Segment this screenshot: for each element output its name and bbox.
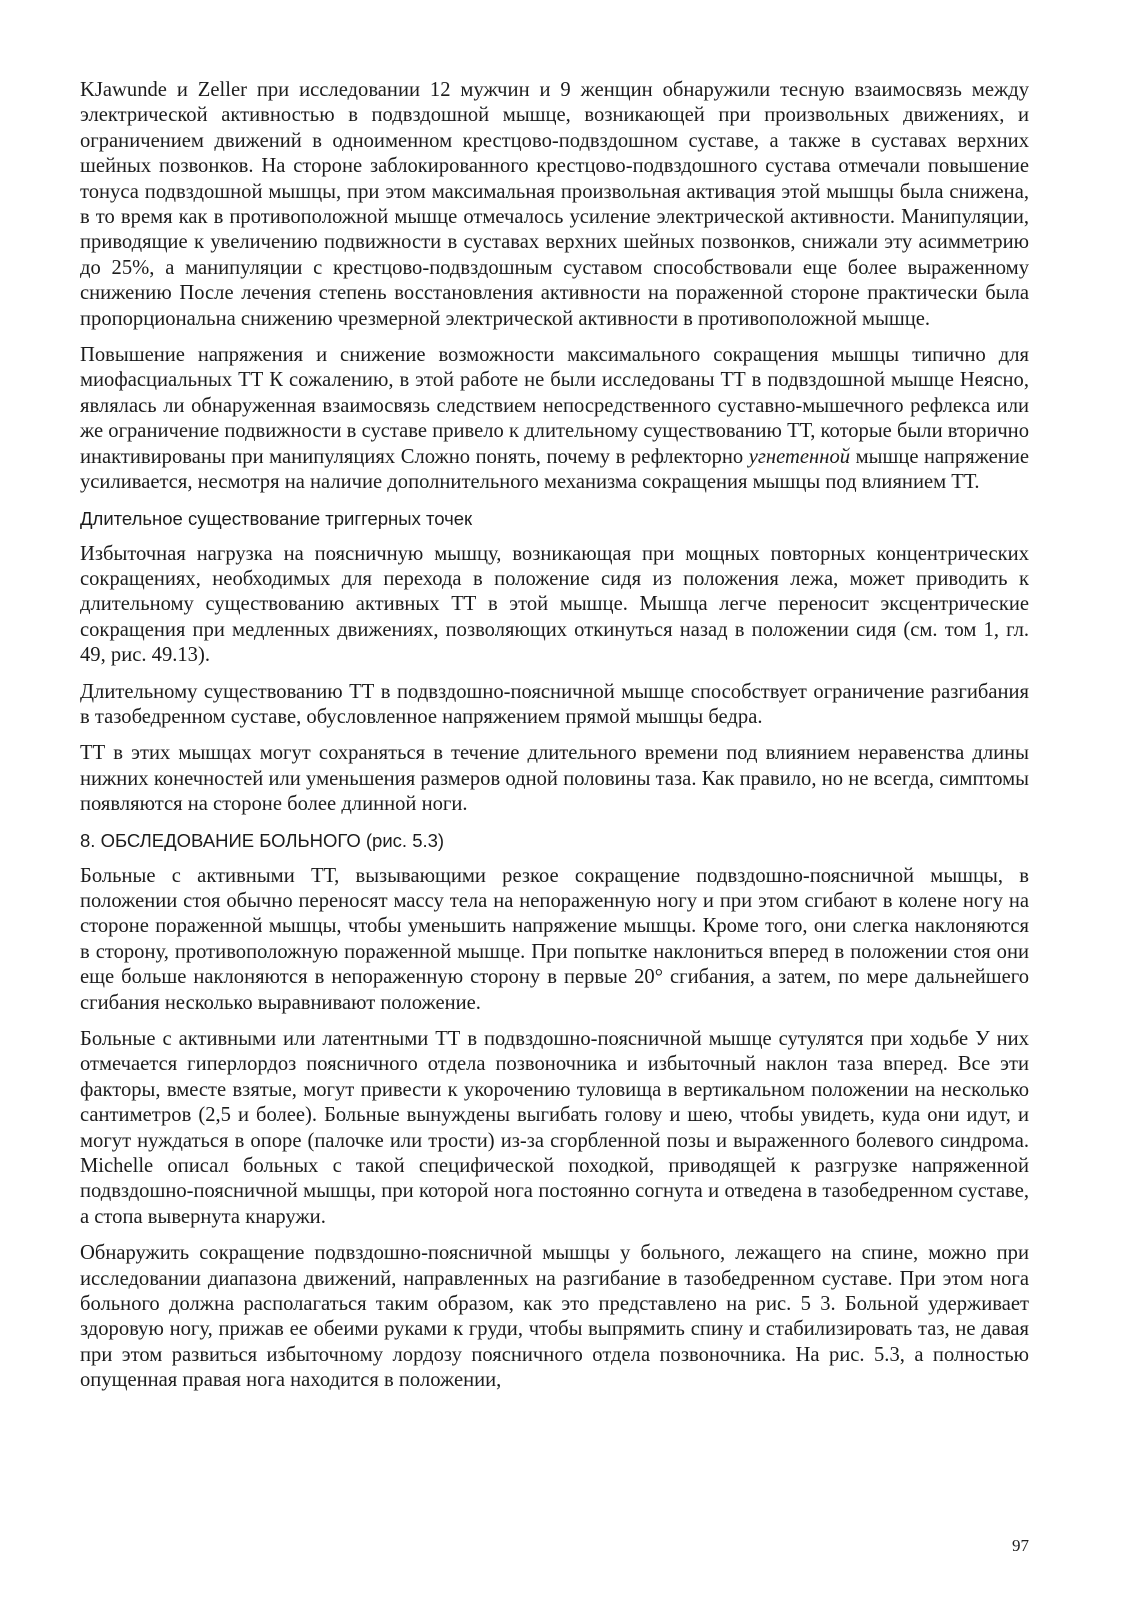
paragraph-supine-test: Обнаружить сокращение подвздошно-поясничной мышцы у больного, лежащего на спине, можно при исследовании диапазона движений, направленных на разгибание в тазобедренном суставе. При этом нога больного должна располагаться таким образом, как это представлено на рис. 5 3. Больной удерживает здоровую ногу, прижав ее обеими руками к груди, чтобы выпрямить спину и стабилизировать таз, не давая при этом развиться избыточному лордозу поясничного отдела позвоночника. На рис. 5.3, а полностью опущенная правая нога находится в положении,: [80, 1242, 1029, 1392]
paragraph-leg-length: ТТ в этих мышцах могут сохраняться в течение длительного времени под влиянием неравенства длины нижних конечностей или уменьшения размеров одной половины таза. Как правило, но не всегда, симптомы появляются на стороне более длинной ноги.: [80, 742, 1029, 816]
paragraph-hip-extension: Длительному существованию ТТ в подвздошно-поясничной мышце способствует ограничение разгибания в тазобедренном суставе, обусловленное напряжением прямой мышцы бедра.: [80, 680, 1029, 728]
paragraph-emg-study: KJawunde и Zeller при исследовании 12 мужчин и 9 женщин обнаружили тесную взаимосвязь между электрической активностью в подвздошной мышце, возникающей при произвольных движениях, и ограничением движений в одноименном крестцово-подвздошном суставе, а также в суставах верхних шейных позвонков. На стороне заблокированного крестцово-подвздошного сустава отмечали повышение тонуса подвздошной мышцы, при этом максимальная произвольная активация этой мышцы была снижена, в то время как в противоположной мышце отмечалось усиление электрической активности. Манипуляции, приводящие к увеличению подвижности в суставах верхних шейных позвонков, снижали эту асимметрию до 25%, а манипуляции с крестцово-подвздошным суставом способствовали еще более выраженному снижению После лечения степень восстановления активности на пораженной стороне практически была пропорциональна снижению чрезмерной электрической активности в противоположной мышце.: [80, 79, 1029, 330]
paragraph-lumbar-overload: Избыточная нагрузка на поясничную мышцу, возникающая при мощных повторных концентрических сокращениях, необходимых для перехода в положение сидя из положения лежа, может приводить к длительному существованию активных ТТ в этой мышце. Мышца легче переносит эксцентрические сокращения при медленных движениях, позволяющих откинуться назад в положении сидя (см. том 1, гл. 49, рис. 49.13).: [80, 542, 1029, 667]
paragraph-gait: Больные с активными или латентными ТТ в подвздошно-поясничной мышце сутулятся при ходьбе У них отмечается гиперлордоз поясничного отдела позвоночника и избыточный наклон таза вперед. Все эти факторы, вместе взятые, могут привести к укорочению туловища в вертикальном положении на несколько сантиметров (2,5 и более). Больные вынуждены выгибать голову и шею, чтобы увидеть, куда они идут, и могут нуждаться в опоре (палочке или трости) из-за сгорбленной позы и выраженного болевого синдрома. Michelle описал больных с такой специфической походкой, приводящей к разгрузке напряженной подвздошно-поясничной мышцы, при которой нога постоянно согнута и отведена в тазобедренном суставе, а стопа вывернута кнаружи.: [80, 1028, 1029, 1228]
section-heading-trigger-points: Длительное существование триггерных точек: [80, 507, 473, 529]
paragraph-standing-posture: Больные с активными ТТ, вызывающими резкое сокращение подвздошно-поясничной мышцы, в положении стоя обычно переносят массу тела на непораженную ногу и при этом сгибают в колене ногу на стороне пораженной мышцы, чтобы уменьшить напряжение мышцы. Кроме того, они слегка наклоняются в сторону, противоположную пораженной мышце. При попытке наклониться вперед в положении стоя они еще больше наклоняются в непораженную сторону в первые 20° сгибания, а затем, по мере дальнейшего сгибания несколько выравнивают положение.: [80, 864, 1029, 1014]
italic-term: угнетенной: [748, 445, 851, 468]
paragraph-text-start: Повышение напряжения и снижение возможности максимального сокращения мышцы типично для миофасциальных ТТ К сожалению, в этой работе не были исследованы ТТ в подвздошной мышце Неясно, являлась ли обнаруженная взаимосвязь следствием непосредственного суставно-мышечного рефлекса или же ограничение подвижности в суставе привело к длительному существованию ТТ, которые были вторично инактивированы при манипуляциях Сложно понять, почему в рефлекторно: [80, 344, 1029, 468]
section-heading-examination: 8. ОБСЛЕДОВАНИЕ БОЛЬНОГО (рис. 5.3): [80, 829, 445, 851]
document-page: [80, 78, 1029, 1405]
paragraph-muscle-tension: [80, 343, 1029, 495]
page-number: 97: [1012, 1536, 1029, 1555]
paragraph-text-end: мышце напряжение усиливается, несмотря на наличие дополнительного механизма сокращения мышцы под влиянием ТТ.: [80, 445, 1029, 494]
